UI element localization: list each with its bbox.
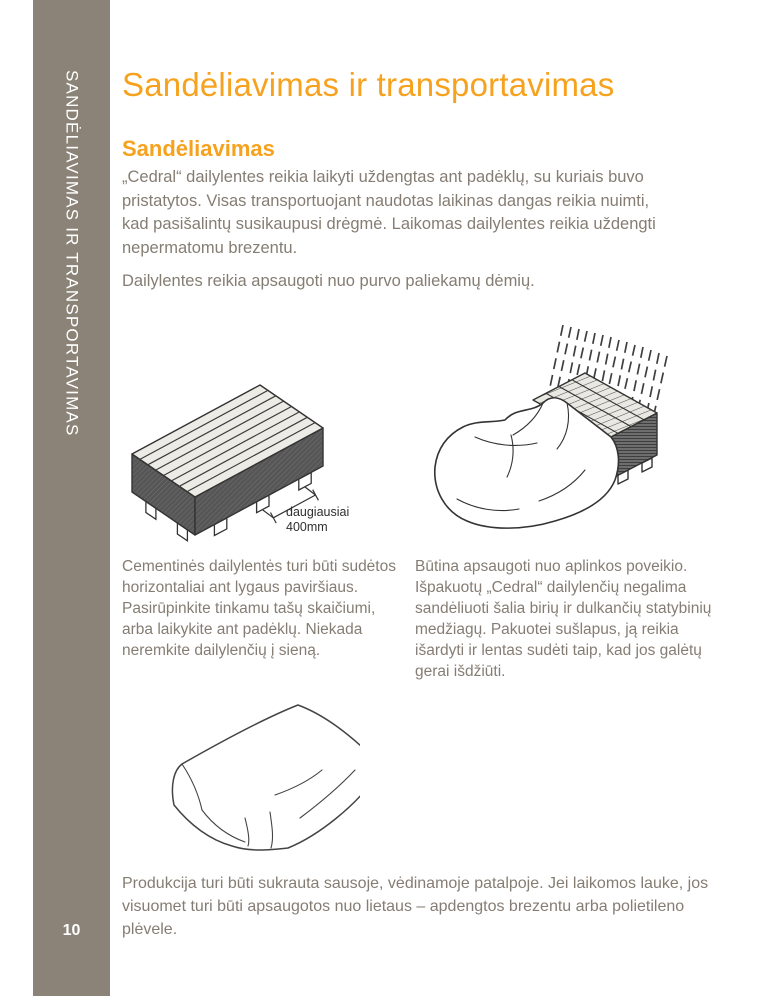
dimension-label-line2: 400mm	[286, 520, 328, 534]
pallet-stack-illustration	[112, 298, 382, 550]
intro-paragraph-1: „Cedral“ dailylentes reikia laikyti uždengtas ant padėklų, su kuriais buvo pristatytos. Visas transportuojant naudotas laikinas dangas reikia nuimti, kad pasišalintų susikaupusi drėgmė. Laikomas dailylentes reikia uždengti nepermatomu brezentu.	[122, 168, 656, 257]
page-number: 10	[62, 922, 81, 939]
column-right-text: Būtina apsaugoti nuo aplinkos poveikio. Išpakuotų „Cedral“ dailylenčių negalima sandėliuoti šalia birių ir dulkančių statybinių medžiagų. Pakuotei sušlapus, ją reikia išardyti ir lentas sudėti taip, kad jos galėtų gerai išdžiūti.	[415, 558, 712, 680]
covered-pile-illustration	[150, 700, 360, 858]
footer-paragraph: Produkcija turi būti sukrauta sausoje, vėdinamoje patalpoje. Jei laikomos lauke, jos visuomet turi būti apsaugotos nuo lietaus – apdengtos brezentu arba polietileno plėvele.	[122, 875, 709, 938]
covered-stack-rain-illustration	[415, 285, 695, 550]
section-heading-sandeliavimas: Sandėliavimas	[122, 136, 275, 161]
pile-outline	[172, 705, 360, 850]
sidebar-chapter-label: SANDĖLIAVIMAS IR TRANSPORTAVIMAS	[62, 70, 82, 437]
column-left-text: Cementinės dailylentės turi būti sudėtos horizontaliai ant lygaus paviršiaus. Pasirūpinkite tinkamu tašų skaičiumi, arba laikykite ant padėklų. Niekada neremkite dailylenčių į sieną.	[122, 558, 396, 659]
dimension-label-line1: daugiausiai	[286, 505, 350, 519]
page-title: Sandėliavimas ir transportavimas	[122, 66, 615, 103]
intro-paragraph-2: Dailylentes reikia apsaugoti nuo purvo paliekamų dėmių.	[122, 272, 535, 290]
